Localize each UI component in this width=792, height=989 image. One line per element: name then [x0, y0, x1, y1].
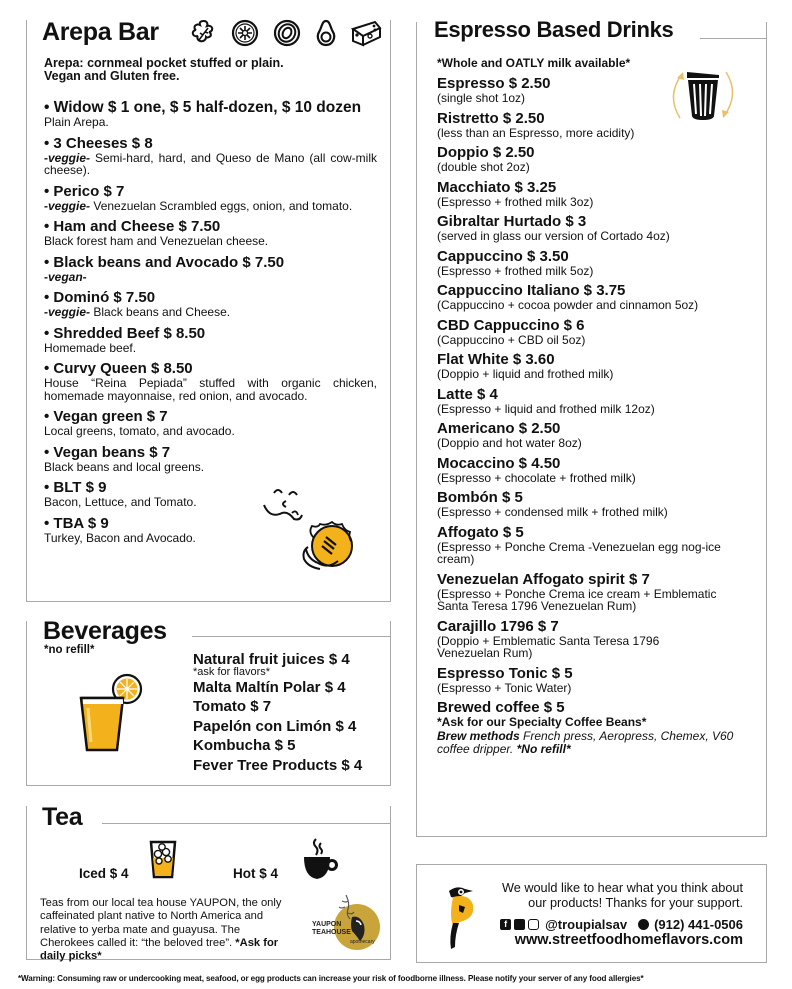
- menu-item: Americano $ 2.50 (Doppio and hot water 8oz): [437, 420, 582, 450]
- menu-item-brewed-coffee: Brewed coffee $ 5 *Ask for our Specialty Coffee Beans* Brew methods French press, Aeropress, Chemex, V60 coffee dripper. *No refill*: [437, 699, 734, 756]
- logo-text: YAUPON TEAHOUSE: [312, 921, 351, 936]
- menu-item: Mocaccino $ 4.50 (Espresso + chocolate + frothed milk): [437, 454, 636, 485]
- arepa-intro-line2: Vegan and Gluten free.: [44, 69, 180, 83]
- juice-glass-icon: [76, 672, 146, 754]
- menu-item: • Vegan beans $ 7 Black beans and local greens.: [44, 443, 205, 474]
- menu-item: • Ham and Cheese $ 7.50 Black forest ham and Venezuelan cheese.: [44, 218, 269, 248]
- divider: [192, 636, 391, 637]
- menu-item: Bombón $ 5 (Espresso + condensed milk + frothed milk): [437, 489, 668, 519]
- beverages-subtitle: *no refill*: [44, 644, 95, 656]
- menu-item: • Widow $ 1 one, $ 5 half-dozen, $ 10 dozen Plain Arepa.: [44, 99, 362, 129]
- food-safety-warning: *Warning: Consuming raw or undercooking meat, seafood, or egg products can increase your risk of foodborne illness. Please notify your server of any food allergies*: [18, 974, 644, 983]
- menu-item: Kombucha $ 5: [193, 737, 296, 754]
- tomato-icon: [230, 18, 260, 48]
- menu-item: • TBA $ 9 Turkey, Bacon and Avocado.: [44, 514, 196, 545]
- menu-item: Tomato $ 7: [193, 698, 272, 715]
- espresso-menu-list: [437, 75, 759, 760]
- troupial-bird-logo: [443, 883, 483, 953]
- social-handle[interactable]: @troupialsav: [545, 917, 628, 932]
- menu-item-note: *ask for flavors*: [193, 665, 271, 678]
- smiling-face-eating-arepa-icon: [262, 483, 362, 578]
- milk-availability-note: *Whole and OATLY milk available*: [437, 56, 631, 70]
- facebook-icon[interactable]: f: [500, 919, 511, 930]
- menu-item: Papelón con Limón $ 4: [193, 717, 357, 735]
- menu-item: Gibraltar Hurtado $ 3 (served in glass our version of Cortado 4oz): [437, 213, 670, 243]
- menu-item: • Curvy Queen $ 8.50 House “Reina Pepiada” stuffed with organic chicken, homemade mayonnaise, red onion, and avocado.: [44, 360, 377, 403]
- menu-item: Macchiato $ 3.25 (Espresso + frothed milk 3oz): [437, 178, 594, 209]
- menu-item: • 3 Cheeses $ 8 -veggie- Semi-hard, hard, and Queso de Mano (all cow-milk cheese).: [44, 134, 377, 177]
- tea-description: Teas from our local tea house YAUPON, the only caffeinated plant native to North America and relative to yerba mate and guayusa. The Cherokees called it: “the beloved tree”. *Ask for daily picks*: [40, 897, 282, 963]
- feedback-message: We would like to hear what you think about our products! Thanks for your support.: [502, 881, 743, 910]
- menu-item: • Dominó $ 7.50 -veggie- Black beans and Cheese.: [44, 289, 231, 319]
- phone-number[interactable]: (912) 441-0506: [654, 917, 743, 932]
- menu-item: Ristretto $ 2.50 (less than an Espresso, more acidity): [437, 109, 635, 140]
- lettuce-icon: [190, 18, 218, 48]
- avocado-icon: [314, 18, 338, 48]
- espresso-title: Espresso Based Drinks: [434, 19, 679, 41]
- tea-title: Tea: [42, 805, 88, 830]
- arepa-intro-line1: Arepa: cornmeal pocket stuffed or plain.: [44, 56, 284, 70]
- divider: [700, 38, 767, 39]
- menu-item: Malta Maltín Polar $ 4: [193, 678, 346, 696]
- beverages-title: Beverages: [43, 619, 173, 644]
- menu-item: • Shredded Beef $ 8.50 Homemade beef.: [44, 324, 206, 355]
- menu-item: CBD Cappuccino $ 6 (Cappuccino + CBD oil 5oz): [437, 316, 586, 347]
- menu-item: Cappuccino $ 3.50 (Espresso + frothed milk 5oz): [437, 247, 594, 278]
- twitter-icon[interactable]: [514, 919, 525, 930]
- divider: [102, 823, 391, 824]
- instagram-icon[interactable]: [528, 919, 539, 930]
- menu-item: Espresso $ 2.50 (single shot 1oz): [437, 75, 551, 105]
- menu-item: • Black beans and Avocado $ 7.50 -vegan-: [44, 253, 285, 284]
- menu-item: • Vegan green $ 7 Local greens, tomato, and avocado.: [44, 408, 235, 438]
- menu-item: • Perico $ 7 -veggie- Venezuelan Scrambled eggs, onion, and tomato.: [44, 182, 353, 213]
- arepa-ingredient-icons: [190, 18, 382, 48]
- iced-tea-glass-icon: [148, 840, 178, 880]
- menu-item: Venezuelan Affogato spirit $ 7 (Espresso + Ponche Crema ice cream + Emblematic Santa Teresa 1796 Venezuelan Rum): [437, 570, 717, 613]
- contact-row: [500, 917, 743, 932]
- hot-tea-price: Hot $ 4: [233, 866, 279, 881]
- onion-icon: [272, 18, 302, 48]
- menu-item: • BLT $ 9 Bacon, Lettuce, and Tomato.: [44, 479, 197, 509]
- hot-tea-cup-icon: [302, 837, 338, 881]
- arepa-bar-title: Arepa Bar: [42, 20, 165, 45]
- whatsapp-icon[interactable]: [638, 919, 649, 930]
- menu-item: Fever Tree Products $ 4: [193, 756, 363, 774]
- menu-item: Flat White $ 3.60 (Doppio + liquid and frothed milk): [437, 351, 614, 381]
- menu-item: Espresso Tonic $ 5 (Espresso + Tonic Water): [437, 664, 573, 695]
- menu-item: Doppio $ 2.50 (double shot 2oz): [437, 144, 535, 174]
- arepa-intro: [44, 57, 379, 83]
- website-link[interactable]: www.streetfoodhomeflavors.com: [514, 932, 743, 948]
- iced-tea-price: Iced $ 4: [79, 866, 129, 881]
- yaupon-teahouse-logo: YAUPON TEAHOUSE apothecary: [312, 893, 382, 953]
- menu-item: Carajillo 1796 $ 7 (Doppio + Emblematic Santa Teresa 1796 Venezuelan Rum): [437, 617, 660, 660]
- menu-item: Affogato $ 5 (Espresso + Ponche Crema -Venezuelan egg nog-ice cream): [437, 523, 721, 566]
- beverages-list: [193, 650, 362, 775]
- menu-item: Natural fruit juices $ 4: [193, 651, 350, 668]
- menu-item: Cappuccino Italiano $ 3.75 (Cappuccino + cocoa powder and cinnamon 5oz): [437, 282, 699, 312]
- menu-item: Latte $ 4 (Espresso + liquid and frothed milk 12oz): [437, 385, 655, 416]
- cheese-icon: [350, 18, 382, 48]
